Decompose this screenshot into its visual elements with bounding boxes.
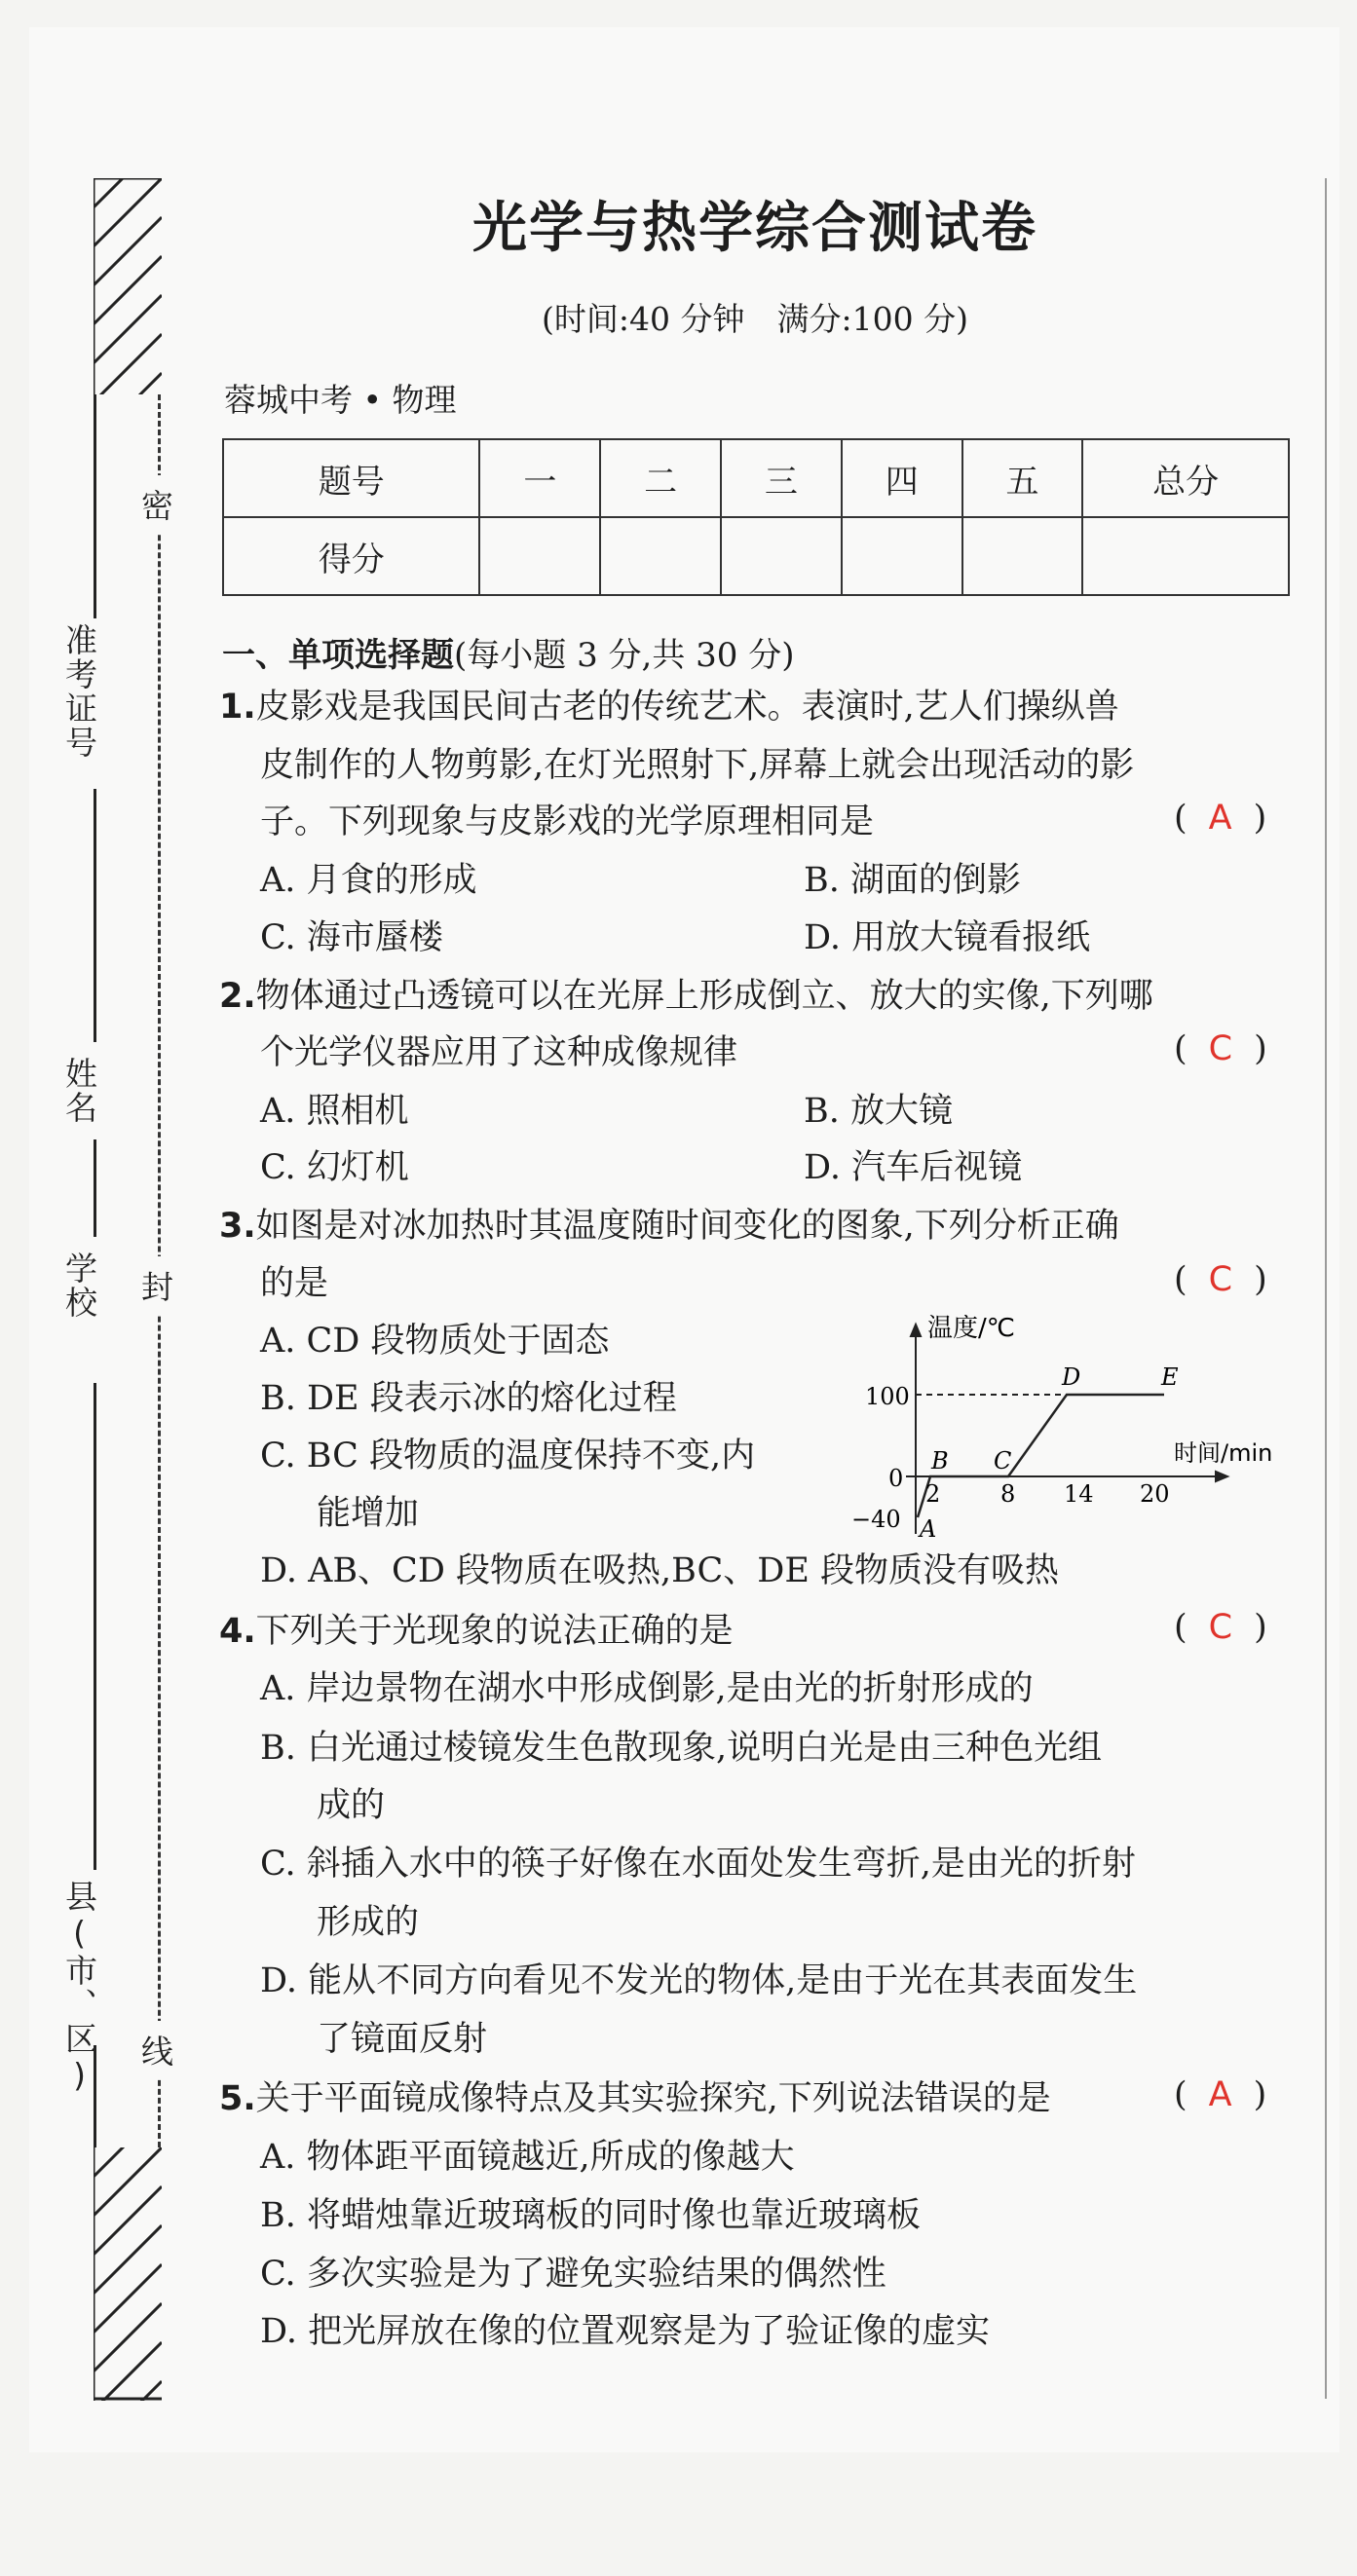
option-d: D. 能从不同方向看见不发光的物体,是由于光在其表面发生 <box>260 1961 1138 2000</box>
question-1-line-2: 皮制作的人物剪影,在灯光照射下,屏幕上就会出现活动的影 <box>260 746 1135 785</box>
score-header-cell: 总分 <box>1082 439 1289 517</box>
option-d: D. 把光屏放在像的位置观察是为了验证像的虚实 <box>260 2312 991 2351</box>
question-4-line-1 <box>219 1611 734 1652</box>
option-c: C. BC 段物质的温度保持不变,内 <box>260 1437 756 1475</box>
option-a: A. 月食的形成 <box>260 861 477 900</box>
graph-tick-0: 0 <box>888 1465 904 1492</box>
score-cell[interactable] <box>721 517 842 595</box>
x-axis-arrow <box>1216 1472 1227 1481</box>
seal-char-mi: 密 <box>141 475 173 533</box>
question-number: 2. <box>219 977 256 1016</box>
bracket-open: ( <box>1174 2075 1187 2114</box>
graph-xlabel: 时间/min <box>1174 1439 1273 1467</box>
section-note: (每小题 3 分,共 30 分) <box>454 636 795 675</box>
option-d: D. 汽车后视镜 <box>804 1148 1023 1187</box>
answer-bracket <box>1174 799 1266 838</box>
graph-tick-20: 20 <box>1140 1480 1170 1508</box>
question-text: 皮影戏是我国民间古老的传统艺术。表演时,艺人们操纵兽 <box>255 688 1119 727</box>
bracket-open: ( <box>1174 1608 1187 1647</box>
score-header-cell: 五 <box>962 439 1083 517</box>
name-label: 姓名 <box>60 1057 98 1125</box>
section-heading <box>222 628 794 676</box>
binding-line <box>94 1383 96 1870</box>
answer-letter: C <box>1208 1260 1233 1299</box>
exam-source: 蓉城中考 • 物理 <box>224 381 457 419</box>
question-text: 物体通过凸透镜可以在光屏上形成倒立、放大的实像,下列哪 <box>255 977 1153 1016</box>
option-b: B. 白光通过棱镜发生色散现象,说明白光是由三种色光组 <box>260 1729 1103 1768</box>
answer-letter: C <box>1208 1608 1233 1647</box>
exam-subtitle: (时间:40 分钟 满分:100 分) <box>542 300 968 338</box>
question-2-line-1 <box>219 976 1153 1017</box>
score-header-cell: 三 <box>721 439 842 517</box>
bracket-open: ( <box>1174 1260 1187 1299</box>
question-5-line-1 <box>219 2078 1051 2119</box>
option-a: A. 岸边景物在湖水中形成倒影,是由光的折射形成的 <box>260 1669 1034 1708</box>
y-axis-arrow <box>911 1325 921 1336</box>
graph-tick-14: 14 <box>1064 1480 1094 1508</box>
binding-hatch-top <box>94 178 162 394</box>
score-cell[interactable] <box>1082 517 1289 595</box>
bracket-close: ) <box>1254 1029 1267 1068</box>
right-edge-rule <box>1325 178 1327 2399</box>
temperature-time-graph <box>848 1315 1296 1549</box>
option-a: A. CD 段物质处于固态 <box>260 1322 610 1361</box>
binding-hatch-bottom <box>94 2147 162 2401</box>
question-1-line-3: 子。下列现象与皮影戏的光学原理相同是 <box>260 803 875 841</box>
option-b: B. 将蜡烛靠近玻璃板的同时像也靠近玻璃板 <box>260 2196 921 2235</box>
exam-id-label: 准考证号 <box>60 623 98 760</box>
question-number: 4. <box>219 1612 256 1651</box>
option-b: B. DE 段表示冰的熔化过程 <box>260 1379 677 1418</box>
graph-ylabel: 温度/℃ <box>927 1315 1015 1343</box>
option-c-continued: 能增加 <box>317 1494 420 1533</box>
score-value-row <box>223 517 1289 595</box>
question-3-line-1 <box>219 1206 1119 1247</box>
graph-tick-2: 2 <box>925 1480 941 1508</box>
score-header-cell: 二 <box>600 439 721 517</box>
seal-char-feng: 封 <box>141 1256 173 1314</box>
score-header-cell: 一 <box>479 439 600 517</box>
bracket-close: ) <box>1254 1260 1267 1299</box>
bracket-close: ) <box>1254 1608 1267 1647</box>
score-header-cell: 四 <box>842 439 962 517</box>
score-cell[interactable] <box>600 517 721 595</box>
question-text: 下列关于光现象的说法正确的是 <box>255 1612 734 1651</box>
graph-point-e: E <box>1161 1363 1179 1391</box>
option-d: D. 用放大镜看报纸 <box>804 918 1091 957</box>
graph-point-d: D <box>1062 1363 1081 1391</box>
question-number: 3. <box>219 1207 256 1246</box>
bracket-close: ) <box>1253 799 1267 838</box>
section-title: 一、单项选择题 <box>222 636 454 675</box>
option-c-continued: 形成的 <box>317 1903 420 1942</box>
graph-tick-8: 8 <box>1000 1480 1016 1508</box>
score-table <box>222 438 1290 596</box>
option-a: A. 物体距平面镜越近,所成的像越大 <box>260 2138 795 2177</box>
question-number: 1. <box>219 688 256 727</box>
graph-tick-neg40: −40 <box>851 1506 901 1533</box>
option-b-continued: 成的 <box>317 1786 386 1825</box>
question-text: 关于平面镜成像特点及其实验探究,下列说法错误的是 <box>255 2079 1051 2118</box>
question-3-line-2: 的是 <box>260 1264 329 1303</box>
binding-line <box>94 789 96 1042</box>
question-1-line-1 <box>219 687 1119 728</box>
option-d: D. AB、CD 段物质在吸热,BC、DE 段物质没有吸热 <box>260 1551 1060 1590</box>
option-c: C. 幻灯机 <box>260 1148 409 1187</box>
answer-letter: A <box>1208 799 1232 838</box>
score-cell[interactable] <box>962 517 1083 595</box>
graph-point-b: B <box>931 1447 949 1475</box>
answer-bracket <box>1174 2075 1266 2114</box>
answer-bracket <box>1174 1608 1267 1647</box>
graph-point-a: A <box>920 1515 937 1543</box>
binding-line <box>94 394 96 618</box>
option-c: C. 斜插入水中的筷子好像在水面处发生弯折,是由光的折射 <box>260 1845 1136 1884</box>
option-c: C. 海市蜃楼 <box>260 918 443 957</box>
option-b: B. 湖面的倒影 <box>804 861 1021 900</box>
option-d-continued: 了镜面反射 <box>317 2020 488 2059</box>
answer-letter: A <box>1208 2075 1232 2114</box>
score-cell[interactable] <box>479 517 600 595</box>
score-cell[interactable] <box>842 517 962 595</box>
answer-bracket <box>1174 1260 1267 1299</box>
exam-title: 光学与热学综合测试卷 <box>472 196 1037 260</box>
bracket-open: ( <box>1174 799 1187 838</box>
question-text: 如图是对冰加热时其温度随时间变化的图象,下列分析正确 <box>255 1207 1119 1246</box>
option-b: B. 放大镜 <box>804 1092 953 1131</box>
question-2-line-2: 个光学仪器应用了这种成像规律 <box>260 1033 738 1072</box>
graph-point-c: C <box>994 1447 1012 1475</box>
option-c: C. 多次实验是为了避免实验结果的偶然性 <box>260 2255 886 2294</box>
county-label: 县(市、区) <box>60 1880 98 2096</box>
question-number: 5. <box>219 2079 256 2118</box>
bracket-close: ) <box>1253 2075 1267 2114</box>
temperature-curve <box>918 1395 1164 1517</box>
score-header-row <box>223 439 1289 517</box>
seal-char-xian: 线 <box>141 2021 173 2078</box>
graph-tick-100: 100 <box>865 1383 910 1410</box>
binding-line <box>94 1139 96 1237</box>
score-row-label: 得分 <box>223 517 479 595</box>
bracket-open: ( <box>1174 1029 1187 1068</box>
option-a: A. 照相机 <box>260 1092 409 1131</box>
score-header-cell: 题号 <box>223 439 479 517</box>
answer-bracket <box>1174 1029 1267 1068</box>
school-label: 学校 <box>60 1251 98 1320</box>
answer-letter: C <box>1208 1029 1233 1068</box>
